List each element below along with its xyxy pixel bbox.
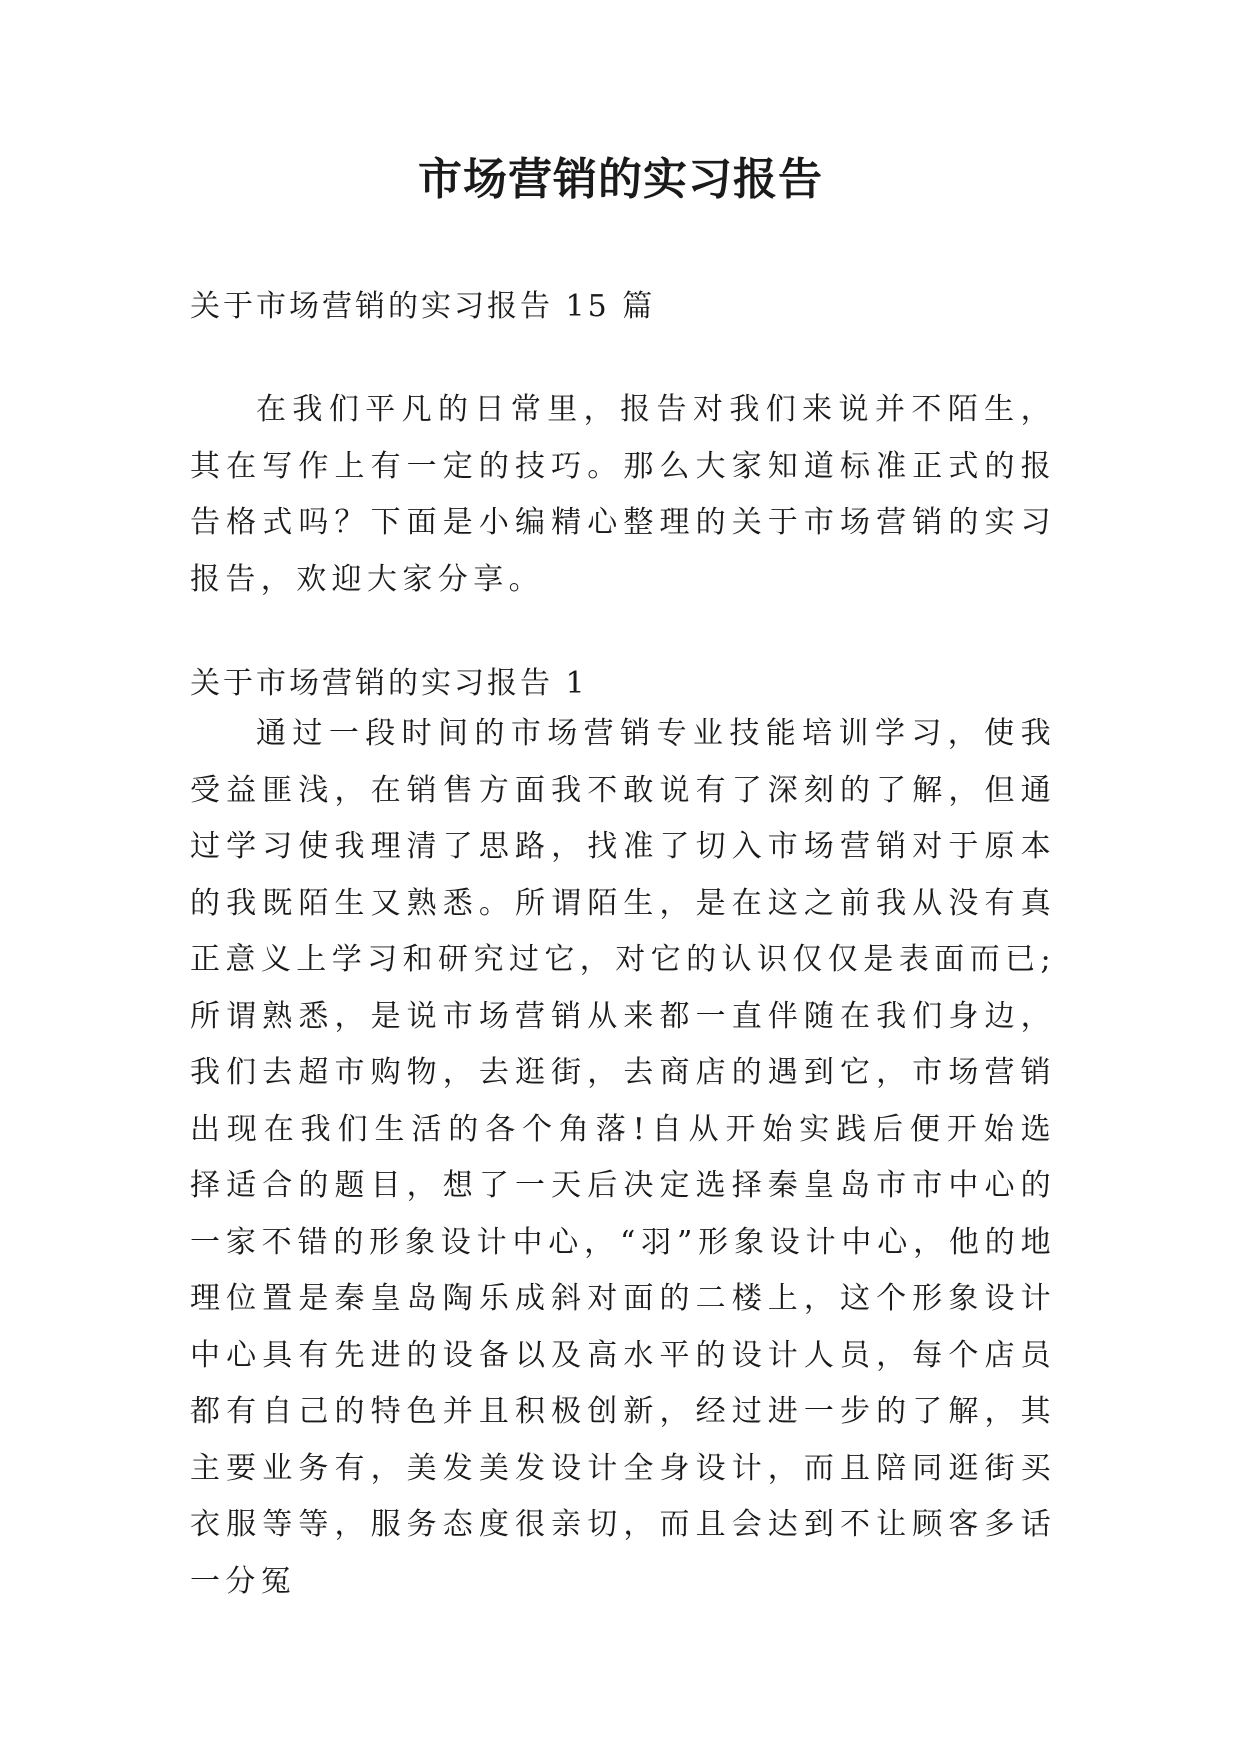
intro-paragraph: 在我们平凡的日常里，报告对我们来说并不陌生，其在写作上有一定的技巧。那么大家知道标准正式的报告格式吗？下面是小编精心整理的关于市场营销的实习报告，欢迎大家分享。	[190, 392, 1056, 597]
section-paragraph: 通过一段时间的市场营销专业技能培训学习，使我受益匪浅，在销售方面我不敢说有了深刻的了解，但通过学习使我理清了思路，找准了切入市场营销对于原本的我既陌生又熟悉。所谓陌生，是在这之前我从没有真正意义上学习和研究过它，对它的认识仅仅是表面而已;所谓熟悉，是说市场营销从来都一直伴随在我们身边，我们去超市购物，去逛街，去商店的遇到它，市场营销出现在我们生活的各个角落!自从开始实践后便开始选择适合的题目，想了一天后决定选择秦皇岛市市中心的一家不错的形象设计中心，“羽”形象设计中心，他的地理位置是秦皇岛陶乐成斜对面的二楼上，这个形象设计中心具有先进的设备以及高水平的设计人员，每个店员都有自己的特色并且积极创新，经过进一步的了解，其主要业务有，美发美发设计全身设计，而且陪同逛街买衣服等等，服务态度很亲切，而且会达到不让顾客多话一分冤	[190, 716, 1056, 1599]
document-subtitle: 关于市场营销的实习报告 15 篇	[190, 289, 656, 324]
report-section	[190, 664, 1056, 1610]
document-title: 市场营销的实习报告	[418, 154, 823, 205]
document-body	[190, 287, 1056, 1610]
section-heading: 关于市场营销的实习报告 1	[190, 666, 588, 701]
